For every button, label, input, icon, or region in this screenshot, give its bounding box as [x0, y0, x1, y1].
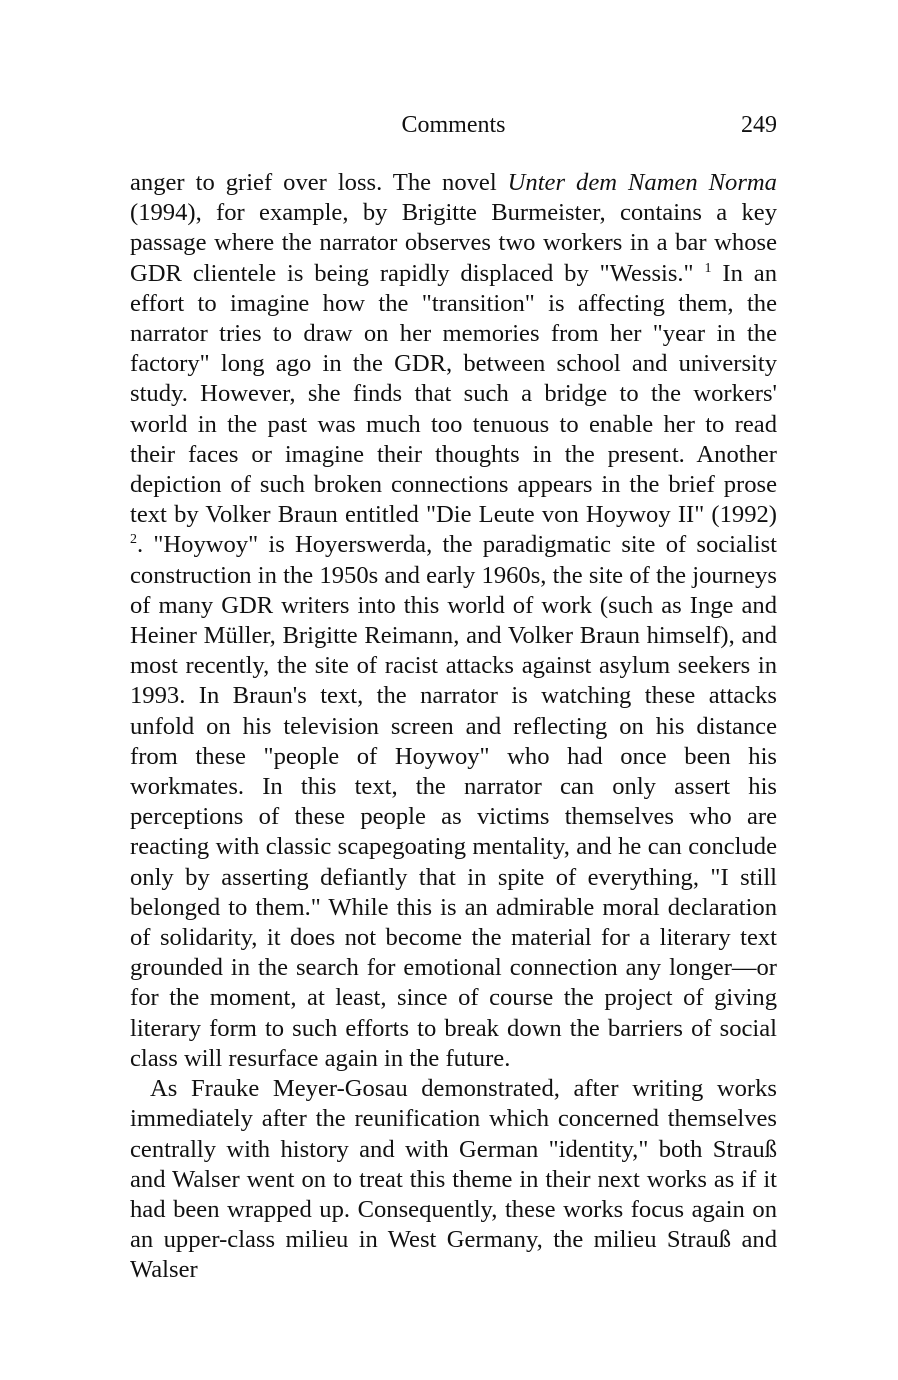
body-text	[130, 168, 777, 1286]
paragraph-1	[130, 168, 777, 1074]
footnote-ref-1: 1	[704, 260, 712, 276]
novel-title: Unter dem Namen Norma	[507, 169, 777, 196]
paragraph-1-text-b: (1994), for example, by Brigitte Burmeister, contains a key passage where the narrator observes two workers in a bar whose GDR clientele is being rapidly displaced by "Wessis."	[130, 199, 777, 287]
running-title: Comments	[401, 112, 506, 138]
footnote-ref-2: 2	[130, 532, 137, 548]
paragraph-2: As Frauke Meyer-Gosau demonstrated, after writing works immediately after the reunification which concerned themselves centrally with history and with German "identity," both Strauß and Walser went on to treat this theme in their next works as if it had been wrapped up. Consequently, these works focus again on an upper-class milieu in West Germany, the milieu Strauß and Walser	[130, 1075, 777, 1284]
page-number: 249	[741, 112, 777, 138]
running-head	[130, 112, 777, 144]
paragraph-1-text-d: . "Hoywoy" is Hoyerswerda, the paradigmatic site of socialist construction in the 1950s and early 1960s, the site of the journeys of many GDR writers into this world of work (such as Inge and Heiner Müller, Brigitte Reimann, and Volker Braun himself), and most recently, the site of racist attacks against asylum seekers in 1993. In Braun's text, the narrator is watching these attacks unfold on his television screen and reflecting on his distance from these "people of Hoywoy" who had once been his workmates. In this text, the narrator can only assert his perceptions of these people as victims themselves who are reacting with classic scapegoating mentality, and he can conclude only by asserting defiantly that in spite of everything, "I still belonged to them." While this is an admirable moral declaration of solidarity, it does not become the material for a literary text grounded in the search for emotional connection any longer—or for the moment, at least, since of course the project of giving literary form to such efforts to break down the barriers of social class will resurface again in the future.	[130, 531, 777, 1072]
paragraph-1-text-c: In an effort to imagine how the "transition" is affecting them, the narrator tries to draw on her memories from her "year in the factory" long ago in the GDR, between school and university study. However, she finds that such a bridge to the workers' world in the past was much too tenuous to enable her to read their faces or imagine their thoughts in the present. Another depiction of such broken connections appears in the brief prose text by Volker Braun entitled "Die Leute von Hoywoy II" (1992)	[130, 259, 777, 529]
paragraph-1-text-a: anger to grief over loss. The novel	[130, 169, 508, 196]
